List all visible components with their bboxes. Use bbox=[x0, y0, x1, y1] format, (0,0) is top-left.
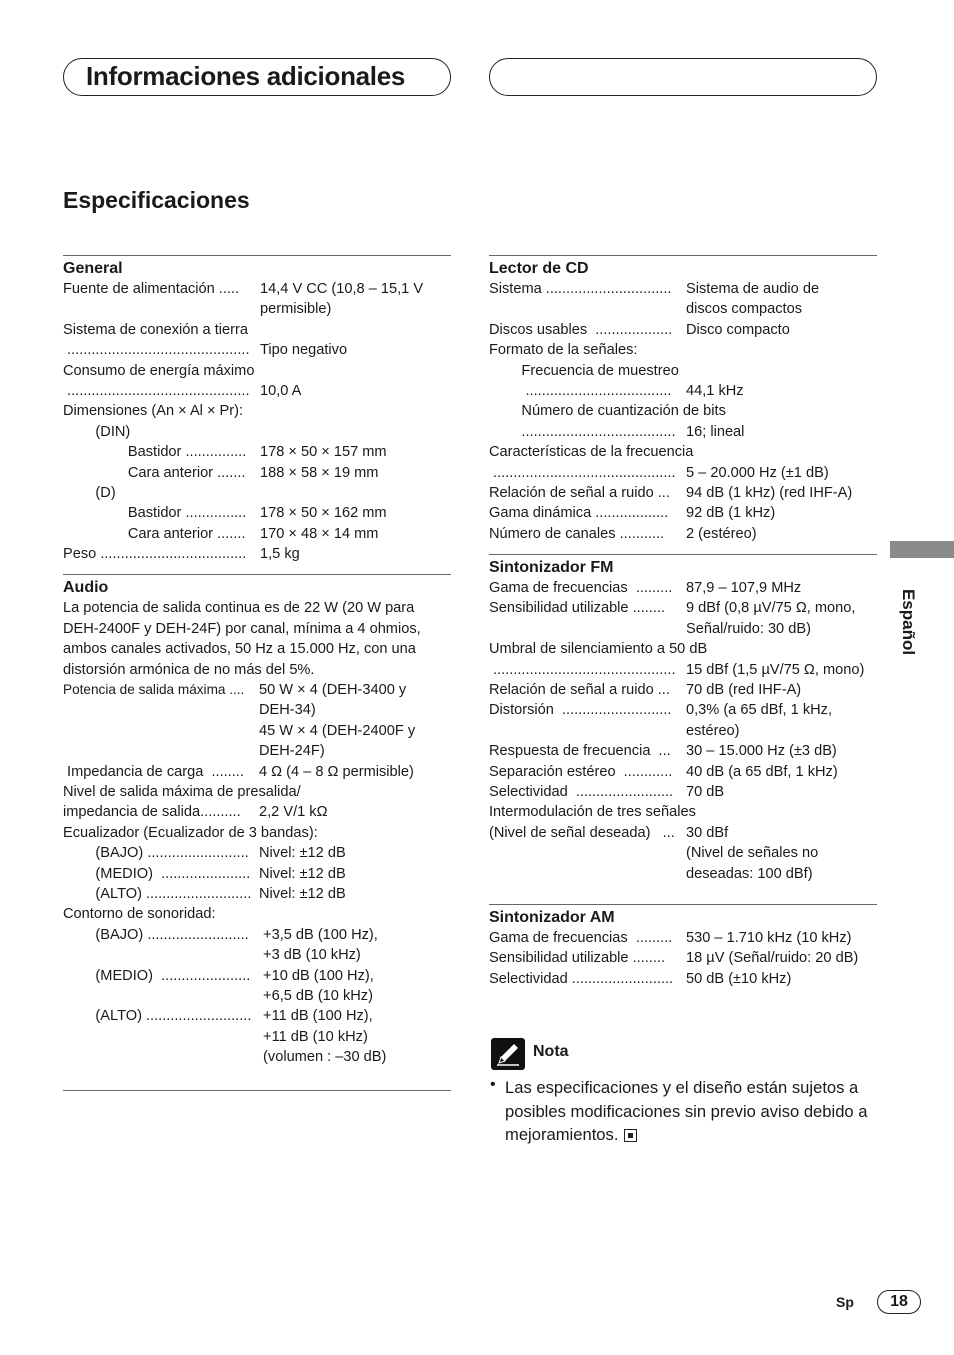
spec-label: Formato de la señales: bbox=[489, 342, 638, 359]
spec-label: Selectividad ......................... bbox=[489, 970, 678, 987]
spec-value: 0,3% (a 65 dBf, 1 kHz, bbox=[686, 702, 833, 719]
spec-label: Bastidor ............... bbox=[63, 444, 251, 461]
page-header-title: Informaciones adicionales bbox=[86, 61, 406, 91]
audio-section bbox=[63, 574, 451, 1067]
note-label: Nota bbox=[533, 1043, 569, 1060]
spec-row bbox=[489, 401, 877, 421]
spec-label: Cara anterior ....... bbox=[63, 464, 250, 481]
spec-value: 44,1 kHz bbox=[686, 382, 744, 399]
spec-value: +6,5 dB (10 kHz) bbox=[259, 987, 373, 1004]
left-bottom-rule bbox=[63, 1090, 451, 1091]
spec-value: 30 dBf bbox=[686, 824, 729, 841]
spec-value: Tipo negativo bbox=[260, 342, 348, 359]
note-pencil-icon bbox=[491, 1038, 525, 1070]
general-rows bbox=[63, 279, 451, 564]
spec-row bbox=[489, 503, 877, 523]
spec-value: DEH-24F) bbox=[259, 743, 325, 760]
spec-label: Sensibilidad utilizable ........ bbox=[489, 950, 670, 967]
spec-value: 178 × 50 × 162 mm bbox=[260, 505, 387, 522]
spec-row bbox=[63, 483, 451, 503]
am-heading: Sintonizador AM bbox=[489, 908, 615, 926]
spec-value: 10,0 A bbox=[260, 382, 302, 399]
spec-row bbox=[63, 904, 451, 924]
spec-label: ............................................. bbox=[63, 342, 254, 359]
spec-value: 45 W × 4 (DEH-2400F y bbox=[259, 722, 416, 739]
spec-row bbox=[63, 721, 451, 741]
spec-value: 2 (estéreo) bbox=[686, 525, 757, 542]
spec-value: 1,5 kg bbox=[260, 546, 300, 563]
spec-row bbox=[489, 700, 877, 720]
spec-row bbox=[63, 401, 451, 421]
spec-row bbox=[63, 823, 451, 843]
spec-row bbox=[489, 619, 877, 639]
spec-value: 5 – 20.000 Hz (±1 dB) bbox=[686, 464, 829, 481]
spec-label: Impedancia de carga ........ bbox=[63, 763, 248, 780]
spec-row bbox=[63, 340, 451, 360]
fm-section bbox=[489, 554, 877, 884]
cd-rows bbox=[489, 279, 877, 544]
spec-value: 188 × 58 × 19 mm bbox=[260, 464, 379, 481]
spec-label: Distorsión ........................... bbox=[489, 702, 676, 719]
spec-label: (ALTO) .......................... bbox=[63, 886, 256, 902]
spec-row bbox=[489, 928, 877, 948]
spec-value: +11 dB (100 Hz), bbox=[259, 1008, 373, 1025]
spec-label: (ALTO) .......................... bbox=[63, 1008, 256, 1025]
spec-row bbox=[63, 945, 451, 965]
spec-value: permisible) bbox=[260, 301, 332, 318]
fm-heading: Sintonizador FM bbox=[489, 559, 614, 577]
spec-row bbox=[489, 299, 877, 319]
spec-value: 70 dB (red IHF-A) bbox=[686, 682, 802, 699]
spec-value: +10 dB (100 Hz), bbox=[259, 967, 374, 984]
spec-value: 50 W × 4 (DEH-3400 y bbox=[259, 682, 407, 699]
spec-row bbox=[489, 948, 877, 968]
spec-value: 178 × 50 × 157 mm bbox=[260, 444, 387, 461]
note-body: Las especificaciones y el diseño están sujetos a posibles modificaciones sin previo aviso debido a mejoramientos. bbox=[505, 1078, 868, 1144]
spec-value: 14,4 V CC (10,8 – 15,1 V bbox=[260, 281, 424, 297]
spec-row bbox=[63, 1047, 451, 1067]
spec-row bbox=[489, 463, 877, 483]
spec-row bbox=[489, 320, 877, 340]
spec-row bbox=[63, 422, 451, 442]
spec-row bbox=[63, 442, 451, 462]
spec-label: Intermodulación de tres señales bbox=[489, 804, 696, 821]
spec-label: ............................................. bbox=[489, 464, 680, 481]
spec-label: Frecuencia de muestreo bbox=[489, 362, 679, 379]
spec-row bbox=[63, 802, 451, 822]
side-tab bbox=[890, 541, 954, 558]
spec-row bbox=[63, 680, 451, 700]
spec-row bbox=[489, 823, 877, 843]
spec-label: Dimensiones (An × Al × Pr): bbox=[63, 403, 244, 420]
spec-value: (Nivel de señales no bbox=[686, 845, 819, 862]
general-heading: General bbox=[63, 260, 123, 277]
left-column bbox=[63, 255, 451, 1091]
spec-row bbox=[63, 762, 451, 782]
spec-value: Señal/ruido: 30 dB) bbox=[686, 620, 811, 637]
section-title: Especificaciones bbox=[63, 187, 250, 213]
spec-label: Peso .................................... bbox=[63, 546, 251, 563]
spec-label: Gama dinámica .................. bbox=[489, 505, 673, 522]
spec-row bbox=[489, 680, 877, 700]
spec-row bbox=[63, 361, 451, 381]
spec-label: Discos usables ................... bbox=[489, 321, 677, 338]
spec-label: Fuente de alimentación ..... bbox=[63, 281, 244, 297]
spec-row bbox=[63, 1006, 451, 1026]
spec-row bbox=[63, 299, 451, 319]
spec-value: 2,2 V/1 kΩ bbox=[259, 804, 328, 821]
spec-value: DEH-34) bbox=[259, 702, 316, 719]
note-text bbox=[505, 1076, 880, 1147]
spec-label: (Nivel de señal deseada) ... bbox=[489, 824, 679, 841]
spec-value: 18 µV (Señal/ruido: 20 dB) bbox=[686, 950, 859, 967]
spec-row bbox=[489, 802, 877, 822]
spec-value: 170 × 48 × 14 mm bbox=[260, 525, 379, 542]
spec-label: Número de canales ........... bbox=[489, 525, 669, 542]
spec-label: Características de la frecuencia bbox=[489, 444, 694, 461]
spec-row bbox=[63, 925, 451, 945]
spec-row bbox=[489, 969, 877, 989]
spec-label: Número de cuantización de bits bbox=[489, 403, 726, 420]
spec-label: Ecualizador (Ecualizador de 3 bandas): bbox=[63, 824, 318, 841]
spec-label: ............................................. bbox=[63, 382, 254, 399]
spec-row bbox=[489, 782, 877, 802]
spec-row bbox=[63, 463, 451, 483]
spec-label: Gama de frecuencias ......... bbox=[489, 929, 677, 946]
spec-row bbox=[63, 966, 451, 986]
spec-label: ...................................... bbox=[489, 423, 680, 440]
spec-row bbox=[489, 578, 877, 598]
spec-row bbox=[489, 598, 877, 618]
spec-value: +11 dB (10 kHz) bbox=[259, 1028, 368, 1045]
spec-label: Gama de frecuencias ......... bbox=[489, 580, 677, 597]
audio-intro: La potencia de salida continua es de 22 W (20 W para DEH-2400F y DEH-24F) por canal, mínima a 4 ohmios, ambos canales activados, 50 Hz a 15.000 Hz, con una distorsión armónica de no más del 5%. bbox=[63, 600, 421, 678]
spec-row bbox=[63, 544, 451, 564]
spec-row bbox=[489, 340, 877, 360]
spec-label: Respuesta de frecuencia ... bbox=[489, 743, 675, 760]
note-bullet: • bbox=[490, 1076, 496, 1093]
cd-section bbox=[489, 255, 877, 544]
spec-value: 94 dB (1 kHz) (red IHF-A) bbox=[686, 484, 853, 501]
spec-value: 87,9 – 107,9 MHz bbox=[686, 580, 802, 597]
fm-rows bbox=[489, 578, 877, 884]
spec-row bbox=[489, 524, 877, 544]
spec-value: 40 dB (a 65 dBf, 1 kHz) bbox=[686, 763, 838, 780]
spec-value: discos compactos bbox=[686, 301, 802, 318]
spec-row bbox=[489, 639, 877, 659]
spec-label: (DIN) bbox=[63, 423, 131, 440]
spec-value: +3 dB (10 kHz) bbox=[259, 947, 361, 964]
am-section bbox=[489, 904, 877, 989]
spec-row bbox=[489, 762, 877, 782]
spec-row bbox=[489, 864, 877, 884]
spec-label: Sensibilidad utilizable ........ bbox=[489, 600, 670, 617]
spec-label: Consumo de energía máximo bbox=[63, 362, 255, 379]
spec-label: Bastidor ............... bbox=[63, 505, 251, 522]
spec-label: Cara anterior ....... bbox=[63, 525, 250, 542]
spec-label: Sistema de conexión a tierra bbox=[63, 321, 248, 338]
spec-label: Selectividad ........................ bbox=[489, 783, 678, 800]
spec-row bbox=[63, 503, 451, 523]
spec-value: Nivel: ±12 dB bbox=[259, 865, 346, 882]
header-empty-box bbox=[489, 58, 877, 96]
spec-row bbox=[489, 660, 877, 680]
footer-lang: Sp bbox=[836, 1294, 854, 1310]
spec-label: Contorno de sonoridad: bbox=[63, 906, 216, 923]
spec-value: 50 dB (±10 kHz) bbox=[686, 970, 792, 987]
spec-value: 92 dB (1 kHz) bbox=[686, 505, 776, 522]
spec-row bbox=[489, 422, 877, 442]
spec-value: estéreo) bbox=[686, 722, 740, 739]
spec-row bbox=[489, 721, 877, 741]
spec-value: Nivel: ±12 dB bbox=[259, 886, 346, 902]
spec-row bbox=[489, 381, 877, 401]
general-section bbox=[63, 255, 451, 564]
spec-row bbox=[63, 884, 451, 904]
spec-label: (MEDIO) ...................... bbox=[63, 967, 255, 984]
spec-value: Nivel: ±12 dB bbox=[259, 845, 346, 862]
header-title-box bbox=[63, 58, 451, 96]
spec-label: Umbral de silenciamiento a 50 dB bbox=[489, 641, 708, 658]
spec-row bbox=[489, 442, 877, 462]
cd-heading: Lector de CD bbox=[489, 260, 589, 277]
spec-label: .................................... bbox=[489, 382, 676, 399]
audio-heading: Audio bbox=[63, 579, 109, 597]
spec-row bbox=[63, 381, 451, 401]
spec-row bbox=[63, 782, 451, 802]
spec-label: (MEDIO) ...................... bbox=[63, 865, 255, 882]
page-number: 18 bbox=[877, 1290, 921, 1314]
end-mark-icon bbox=[624, 1129, 637, 1142]
spec-row bbox=[63, 279, 451, 299]
spec-value: 30 – 15.000 Hz (±3 dB) bbox=[686, 743, 837, 760]
spec-label: (BAJO) ......................... bbox=[63, 845, 253, 862]
spec-row bbox=[63, 843, 451, 863]
spec-label: Separación estéreo ............ bbox=[489, 763, 677, 780]
spec-value: 70 dB bbox=[686, 783, 725, 800]
spec-value: 530 – 1.710 kHz (10 kHz) bbox=[686, 929, 852, 946]
spec-row bbox=[63, 986, 451, 1006]
am-rows bbox=[489, 928, 877, 989]
spec-value: 15 dBf (1,5 µV/75 Ω, mono) bbox=[686, 661, 865, 678]
spec-row bbox=[489, 361, 877, 381]
spec-row bbox=[63, 741, 451, 761]
spec-row bbox=[489, 279, 877, 299]
spec-row bbox=[489, 483, 877, 503]
spec-label: ............................................. bbox=[489, 661, 680, 678]
spec-value: 16; lineal bbox=[686, 423, 745, 440]
spec-row bbox=[63, 700, 451, 720]
spec-label: Potencia de salida máxima .... bbox=[63, 682, 249, 698]
spec-label: Nivel de salida máxima de presalida/ bbox=[63, 784, 301, 801]
right-column bbox=[489, 255, 877, 989]
spec-row bbox=[63, 320, 451, 340]
spec-label: Relación de señal a ruido ... bbox=[489, 484, 674, 501]
side-language-label: Español bbox=[899, 588, 918, 656]
spec-value: 9 dBf (0,8 µV/75 Ω, mono, bbox=[686, 600, 856, 617]
spec-label: (BAJO) ......................... bbox=[63, 926, 253, 943]
spec-row bbox=[489, 741, 877, 761]
spec-row bbox=[489, 843, 877, 863]
spec-value: +3,5 dB (100 Hz), bbox=[259, 926, 378, 943]
spec-value: deseadas: 100 dBf) bbox=[686, 865, 813, 882]
spec-row bbox=[63, 1027, 451, 1047]
spec-value: 4 Ω (4 – 8 Ω permisible) bbox=[259, 763, 414, 780]
spec-label: (D) bbox=[63, 484, 116, 501]
spec-label: impedancia de salida.......... bbox=[63, 804, 245, 821]
spec-value: Disco compacto bbox=[686, 321, 790, 338]
spec-value: Sistema de audio de bbox=[686, 281, 820, 297]
spec-row bbox=[63, 524, 451, 544]
spec-label: Relación de señal a ruido ... bbox=[489, 682, 674, 699]
spec-row bbox=[63, 864, 451, 884]
spec-value: (volumen : –30 dB) bbox=[259, 1049, 387, 1066]
audio-rows bbox=[63, 680, 451, 1067]
spec-label: Sistema ............................... bbox=[489, 281, 676, 297]
